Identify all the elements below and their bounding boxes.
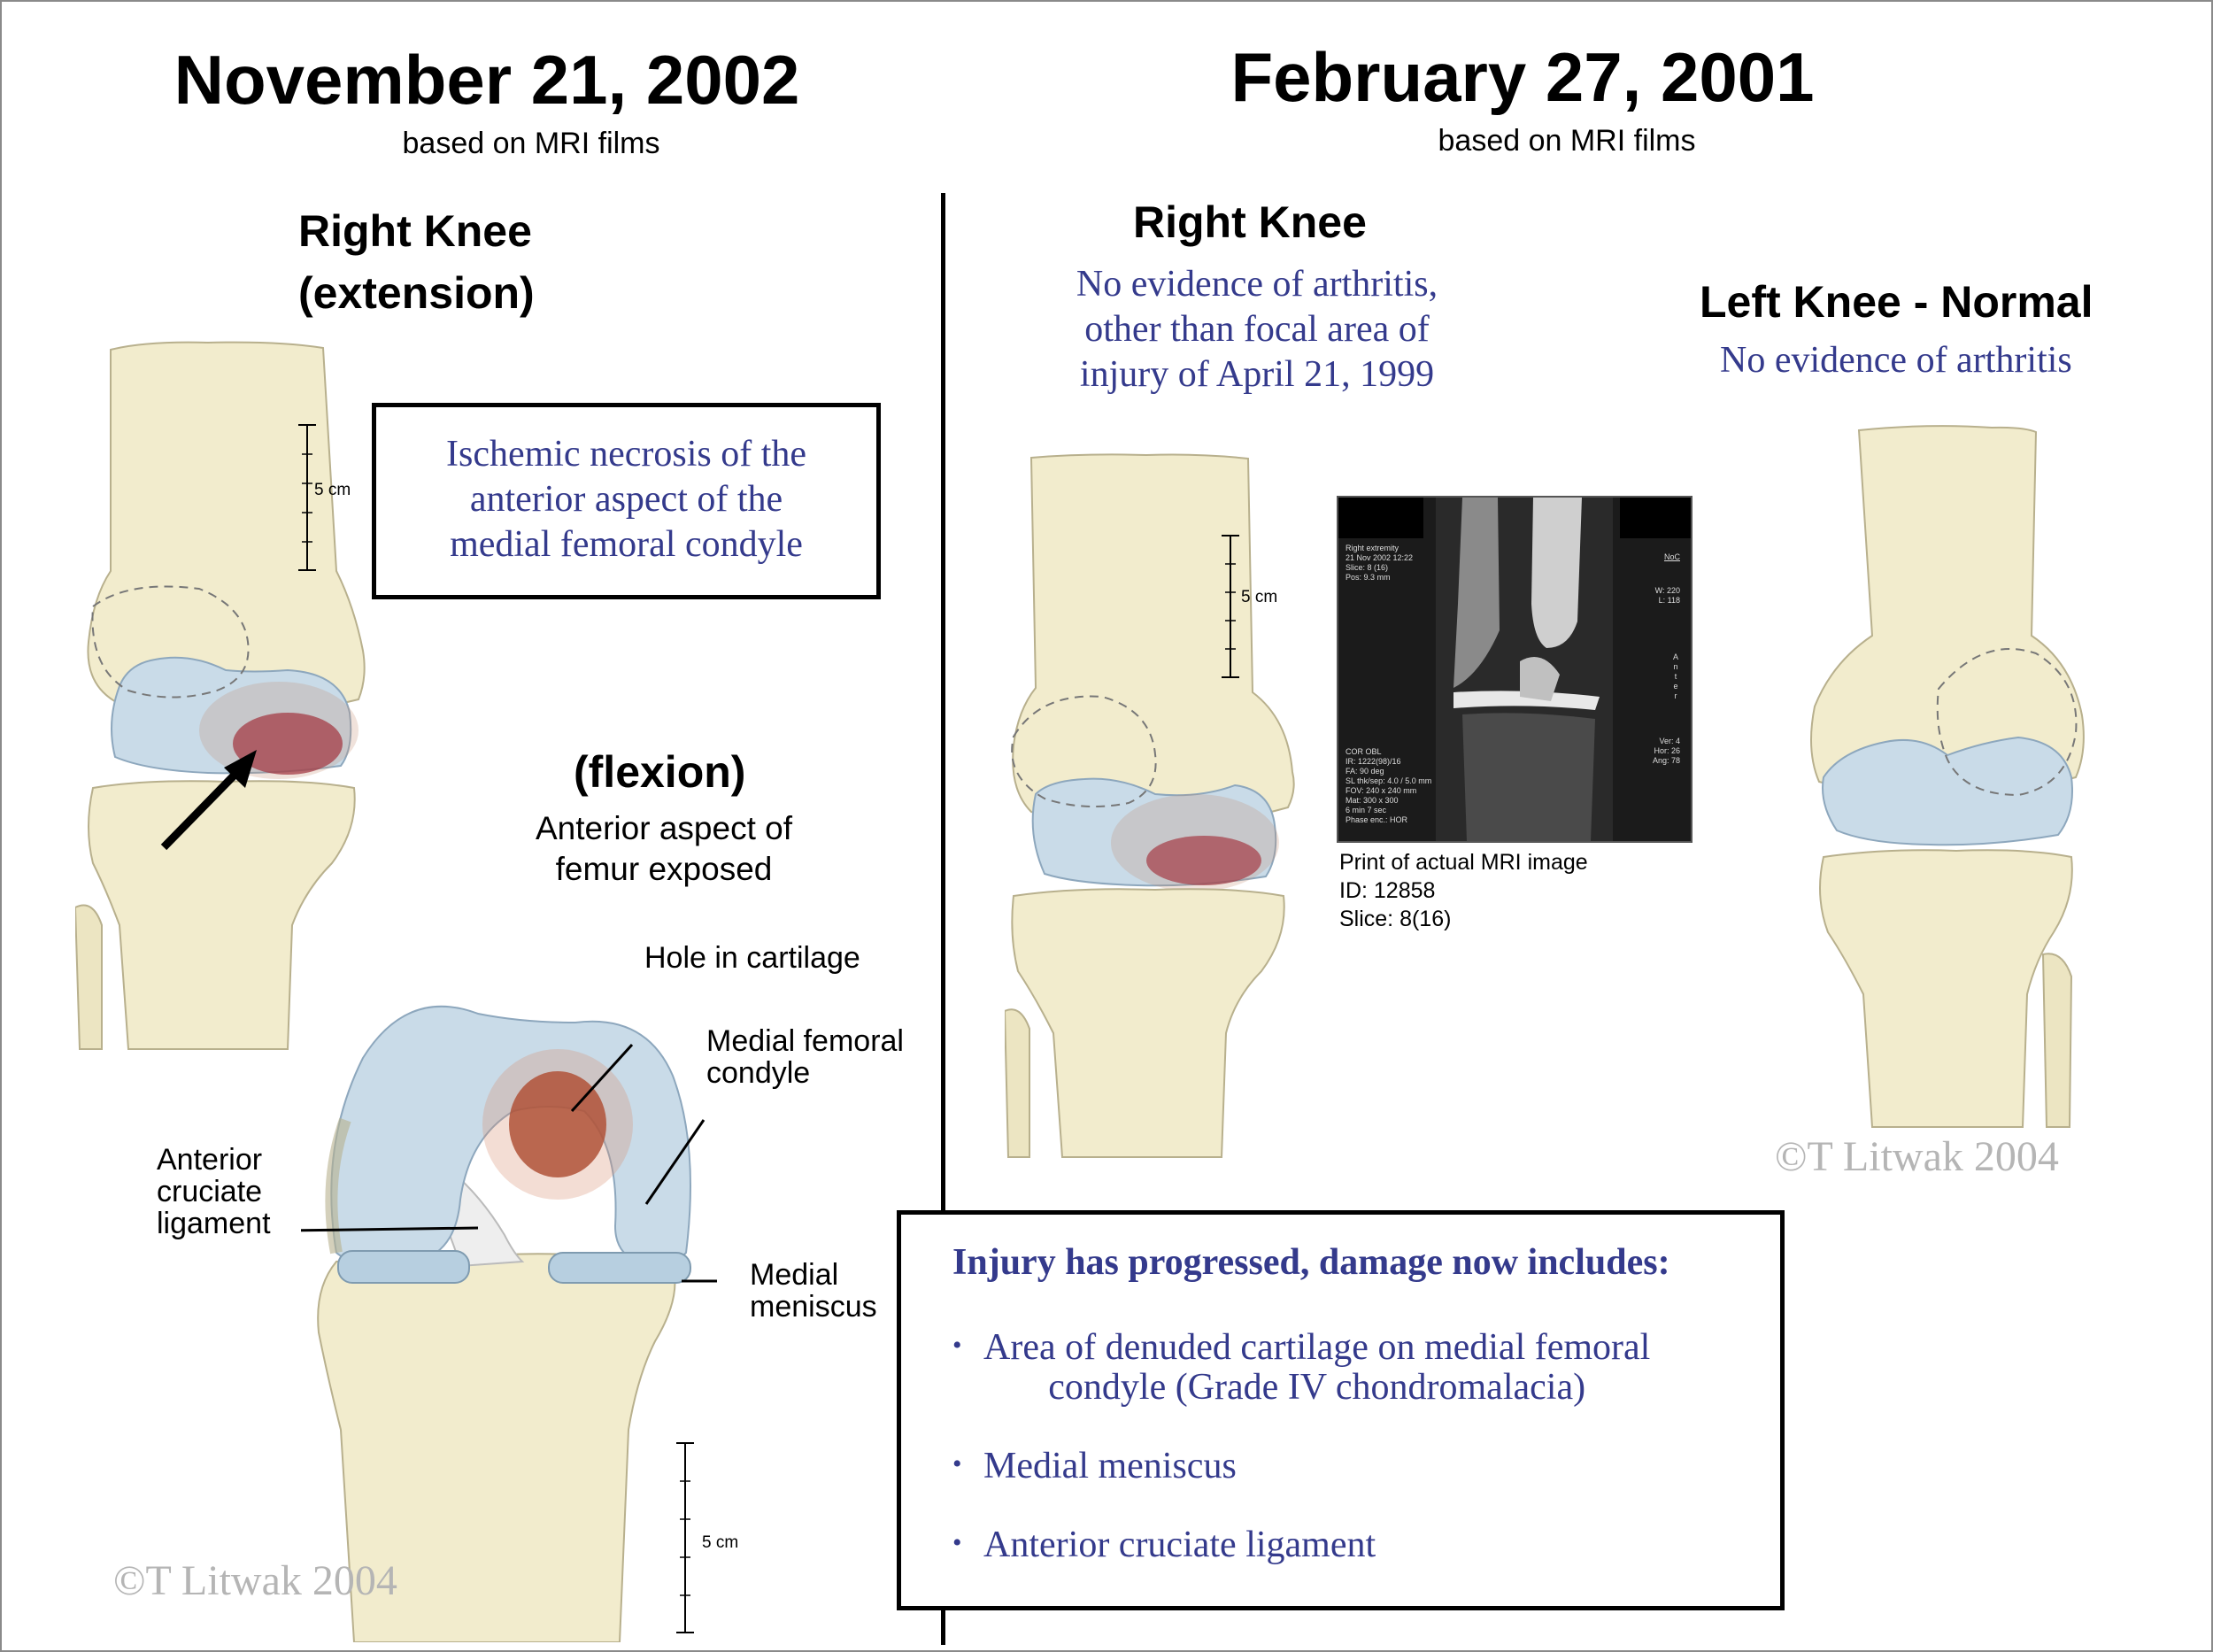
summary-box [897, 1210, 1785, 1610]
summary-bullet-3 [952, 1525, 1376, 1565]
right-knee-title: Right Knee [1133, 197, 1367, 247]
mri-info-1: Right extremity [1346, 544, 1400, 552]
right-date-title: February 27, 2001 [1230, 38, 1815, 116]
mri-seq-5: FOV: 240 x 240 mm [1346, 786, 1417, 795]
summary-heading: Injury has progressed, damage now includes: [952, 1242, 1670, 1283]
mri-l: L: 118 [1658, 596, 1680, 605]
bullet-dot: • [952, 1449, 962, 1478]
rk-desc-line-1: No evidence of arthritis, [1076, 264, 1438, 305]
rk-desc-line-3: injury of April 21, 1999 [1079, 354, 1435, 395]
condyle-line-2: condyle [706, 1056, 811, 1091]
mri-seq-2: IR: 1222(98)/16 [1346, 757, 1401, 766]
mri-ver-2: Hor: 26 [1654, 746, 1680, 755]
right-knee-extension-illustration [75, 341, 376, 1058]
flex-desc-line-2: femur exposed [555, 851, 773, 887]
condyle-line-1: Medial femoral [706, 1024, 904, 1058]
mri-seq-8: Phase enc.: HOR [1346, 815, 1408, 824]
finding-line-3: medial femoral condyle [450, 524, 803, 565]
flex-title: (flexion) [574, 747, 746, 797]
scale-label: 5 cm [314, 481, 351, 499]
summary-bullet-1 [952, 1328, 1650, 1409]
bullet-1-line-1: Area of denuded cartilage on medial femoral [983, 1327, 1651, 1368]
bullet-2-line-1: Medial meniscus [983, 1446, 1237, 1486]
left-knee-description: No evidence of arthritis [1720, 340, 2072, 381]
mri-caption-line-2: ID: 12858 [1339, 878, 1436, 903]
mri-ver-1: Ver: 4 [1659, 737, 1680, 745]
label-anterior-cruciate-ligament [157, 1144, 271, 1239]
scale-label-right-knee: 5 cm [1241, 588, 1278, 606]
mri-info-3: Slice: 8 (16) [1346, 563, 1389, 572]
flex-description [496, 808, 832, 890]
mri-side-2: n [1673, 662, 1678, 671]
mri-noc: NoC [1663, 552, 1680, 561]
label-medial-femoral-condyle [706, 1025, 904, 1089]
rk-desc-line-2: other than focal area of [1084, 309, 1430, 350]
ext-title-line1: Right Knee [298, 206, 532, 256]
mri-seq-3: FA: 90 deg [1346, 767, 1384, 776]
mri-scan [1436, 498, 1613, 841]
mri-side-3: t [1674, 672, 1677, 681]
right-subtitle: based on MRI films [1438, 124, 1696, 158]
finding-box [372, 403, 881, 599]
copyright-right: ©T Litwak 2004 [1775, 1133, 2059, 1180]
label-hole-in-cartilage: Hole in cartilage [644, 941, 860, 975]
mri-image [1337, 496, 1693, 843]
flex-desc-line-1: Anterior aspect of [536, 810, 792, 846]
mri-ver-3: Ang: 78 [1652, 756, 1680, 765]
left-knee-normal-illustration [1806, 423, 2089, 1131]
mri-info-2: 21 Nov 2002 12:22 [1346, 553, 1414, 562]
mri-caption [1339, 848, 1588, 933]
scale-bar-flexion [675, 1441, 701, 1636]
ext-title-line2: (extension) [298, 268, 535, 318]
summary-bullet-2 [952, 1447, 1237, 1486]
left-date-title: November 21, 2002 [173, 41, 800, 119]
bullet-3-line-1: Anterior cruciate ligament [983, 1525, 1376, 1565]
knee-flexion-illustration [301, 969, 717, 1642]
acl-line-1: Anterior [157, 1143, 263, 1177]
mri-caption-line-1: Print of actual MRI image [1339, 850, 1588, 875]
copyright-left: ©T Litwak 2004 [113, 1557, 397, 1604]
bullet-1-line-2: condyle (Grade IV chondromalacia) [1048, 1367, 1586, 1409]
mri-seq-7: 6 min 7 sec [1346, 806, 1387, 814]
label-medial-meniscus [750, 1259, 877, 1323]
mri-side-1: A [1672, 652, 1678, 661]
left-knee-title: Left Knee - Normal [1700, 277, 2093, 327]
meniscus-line-1: Medial [750, 1258, 839, 1292]
bullet-dot: • [952, 1331, 962, 1360]
mri-side-5: r [1674, 691, 1677, 700]
mri-caption-line-3: Slice: 8(16) [1339, 907, 1452, 931]
mri-w: W: 220 [1654, 586, 1680, 595]
mri-info-4: Pos: 9.3 mm [1346, 573, 1391, 582]
right-knee-description [1027, 262, 1487, 398]
finding-line-2: anterior aspect of the [469, 479, 783, 520]
acl-line-3: ligament [157, 1207, 271, 1241]
mri-side-4: e [1673, 682, 1678, 691]
acl-line-2: cruciate [157, 1175, 263, 1209]
mri-seq-4: SL thk/sep: 4.0 / 5.0 mm [1346, 776, 1432, 785]
left-subtitle: based on MRI films [402, 127, 660, 160]
scale-label-flexion: 5 cm [702, 1533, 739, 1552]
finding-line-1: Ischemic necrosis of the [445, 434, 807, 475]
mri-seq-6: Mat: 300 x 300 [1346, 796, 1399, 805]
meniscus-line-2: meniscus [750, 1290, 877, 1324]
mri-seq-1: COR OBL [1346, 747, 1382, 756]
right-knee-2001-illustration [1005, 453, 1306, 1162]
bullet-dot: • [952, 1528, 962, 1557]
